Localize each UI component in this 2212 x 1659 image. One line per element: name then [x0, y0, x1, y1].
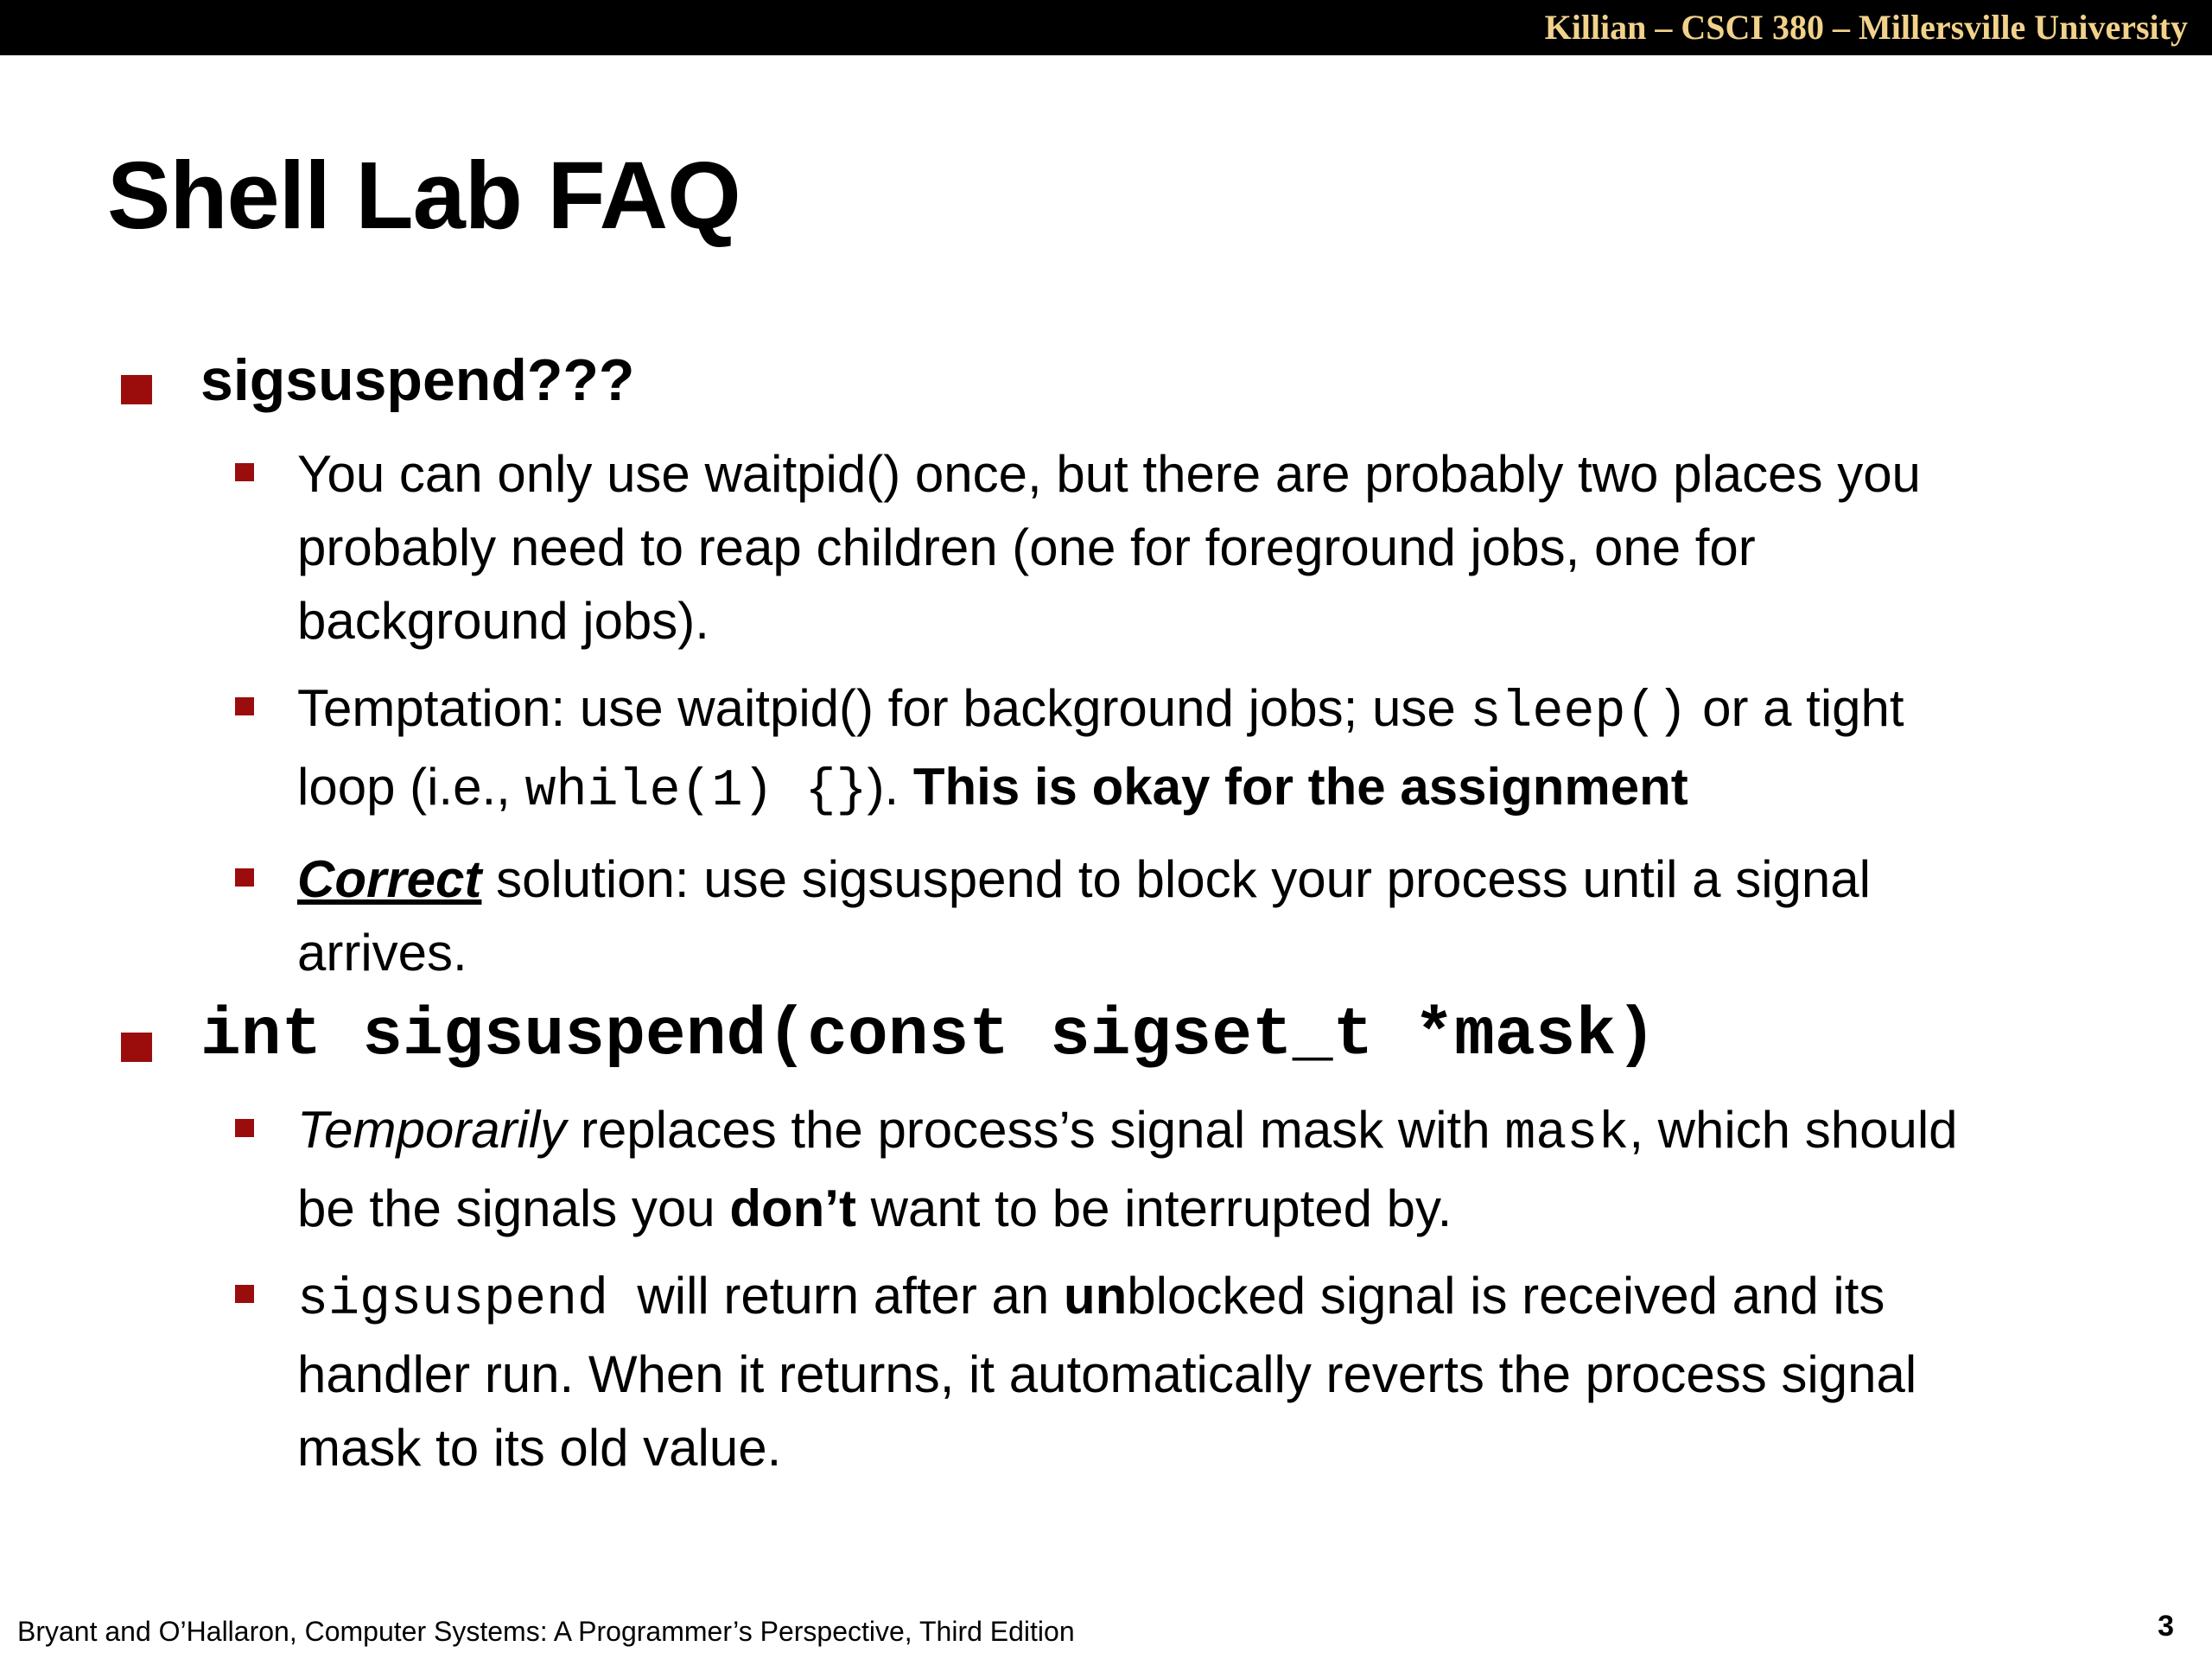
code-sigsuspend: sigsuspend: [297, 1271, 609, 1330]
emphasis-un: un: [1063, 1267, 1128, 1325]
emphasis-correct: Correct: [297, 850, 482, 908]
emphasis-dont: don’t: [729, 1179, 856, 1237]
square-bullet-icon: [235, 868, 254, 887]
list-item: [0, 437, 2008, 658]
item-text: will return after an: [608, 1267, 1064, 1325]
list-item: [0, 842, 2008, 989]
footer-citation: Bryant and O’Hallaron, Computer Systems: A Programmer’s Perspective, Third Edition: [17, 1616, 1075, 1647]
emphasis-temporarily: Temporarily: [297, 1101, 567, 1159]
item-text: , which should be the signals you: [297, 1101, 1958, 1237]
square-bullet-icon: [121, 1033, 152, 1062]
square-bullet-icon: [235, 697, 254, 715]
list-item: [0, 1093, 2008, 1245]
item-text: Temptation: use waitpid() for background jobs; use: [297, 679, 1471, 737]
code-mask: mask: [1504, 1105, 1630, 1164]
header-bar: [0, 0, 2212, 55]
slide-body: [0, 337, 2212, 1484]
item-text: blocked signal is received and its handler run. When it returns, it automatically reverts the process signal mask to its old value.: [297, 1267, 1917, 1477]
course-label: Killian – CSCI 380 – Millersville University: [1544, 8, 2188, 47]
item-text: You can only use waitpid() once, but there are probably two places you probably need to reap children (one for foreground jobs, one for background jobs).: [297, 445, 1921, 650]
emphasis-okay: This is okay for the assignment: [912, 758, 1688, 816]
square-bullet-icon: [235, 1285, 254, 1303]
list-item: [0, 1259, 2008, 1484]
code-sleep: sleep(): [1470, 683, 1688, 742]
square-bullet-icon: [121, 375, 152, 404]
item-text: ).: [867, 758, 913, 816]
section-sigsuspend-question: [0, 337, 2015, 423]
section-heading: int sigsuspend(const sigset_t *mask): [200, 998, 1657, 1074]
item-text: replaces the process’s signal mask with: [566, 1101, 1505, 1159]
square-bullet-icon: [235, 1119, 254, 1137]
item-text: solution: use sigsuspend to block your process until a signal arrives.: [297, 850, 1871, 982]
item-text: or a tight loop (i.e.,: [297, 679, 1904, 816]
slide-title: Shell Lab FAQ: [107, 143, 741, 249]
page-number: 3: [2158, 1610, 2174, 1643]
square-bullet-icon: [235, 463, 254, 481]
section-sigsuspend-signature: [0, 993, 2015, 1079]
section-heading: sigsuspend???: [200, 347, 635, 413]
code-while-loop: while(1) {}: [524, 762, 868, 821]
list-item: [0, 671, 2008, 829]
item-text: want to be interrupted by.: [855, 1179, 1452, 1237]
